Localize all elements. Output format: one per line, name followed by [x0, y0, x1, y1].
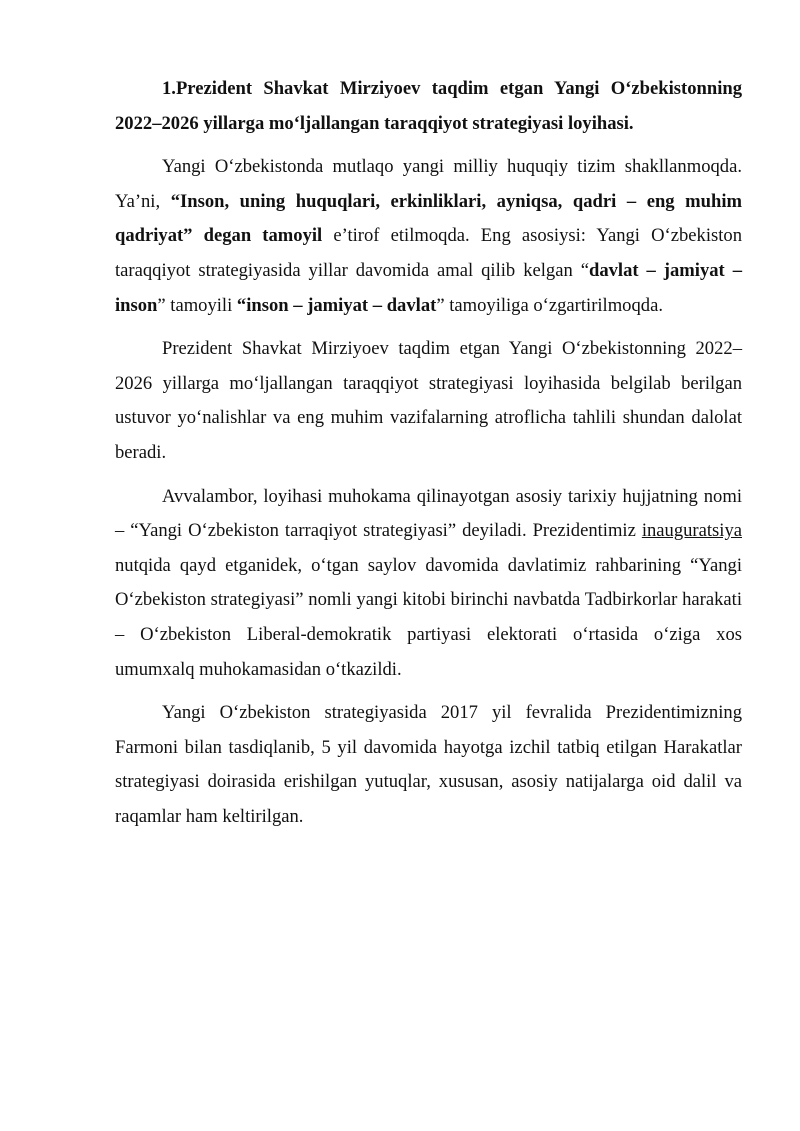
paragraph-3-text-1: Avvalambor, loyihasi muhokama qilinayotgan asosiy tarixiy hujjatning nomi – “Yangi O‘zbekiston tarraqiyot strategiyasi” deyiladi. Prezidentimiz [115, 485, 742, 542]
paragraph-1-bold-1: “Inson, uning huquqlari, erkinliklari, ayniqsa, qadri – eng muhim qadriyat” degan tamoyil [115, 190, 742, 247]
section-heading: 1.Prezident Shavkat Mirziyoev taqdim etgan Yangi O‘zbekistonning 2022–2026 yillarga mo‘ljallangan taraqqiyot strategiyasi loyihasi. [115, 78, 742, 134]
paragraph-2: Prezident Shavkat Mirziyoev taqdim etgan Yangi O‘zbekistonning 2022–2026 yillarga mo‘ljallangan taraqqiyot strategiyasi loyihasida belgilab berilgan ustuvor yo‘nalishlar va eng muhim vazifalarning atroflicha tahlili shundan dalolat beradi. [115, 338, 742, 463]
document-page [115, 72, 742, 843]
paragraph-3 [115, 480, 742, 688]
inauguratsiya-link[interactable]: inauguratsiya [641, 520, 742, 542]
paragraph-1-bold-3: “inson – jamiyat – davlat [236, 294, 437, 316]
paragraph-1-bold-2: davlat – jamiyat – inson [115, 259, 742, 316]
paragraph-1-text-2: e’tirof etilmoqda. Eng asosiysi: Yangi O‘zbekiston taraqqiyot strategiyasida yillar davomida amal qilib kelgan “ [115, 225, 742, 281]
paragraph-1-text-4: ” tamoyiliga o‘zgartirilmoqda. [436, 294, 663, 316]
paragraph-1-text-3: ” tamoyili [157, 294, 237, 316]
paragraph-1 [115, 150, 742, 323]
paragraph-4: Yangi O‘zbekiston strategiyasida 2017 yil fevralida Prezidentimizning Farmoni bilan tasdiqlanib, 5 yil davomida hayotga izchil tatbiq etilgan Harakatlar strategiyasi doirasida erishilgan yutuqlar, xususan, asosiy natijalarga oid dalil va raqamlar ham keltirilgan. [115, 702, 742, 827]
paragraph-1-text-1: Yangi O‘zbekistonda mutlaqo yangi milliy huquqiy tizim shakllanmoqda. Ya’ni, [115, 156, 742, 212]
paragraph-3-text-2: nutqida qayd etganidek, o‘tgan saylov davomida davlatimiz rahbarining “Yangi O‘zbekiston strategiyasi” nomli yangi kitobi birinchi navbatda Tadbirkorlar harakati – O‘zbekiston Liberal-demokratik partiyasi elektorati o‘rtasida o‘ziga xos umumxalq muhokamasidan o‘tkazildi. [115, 554, 742, 680]
